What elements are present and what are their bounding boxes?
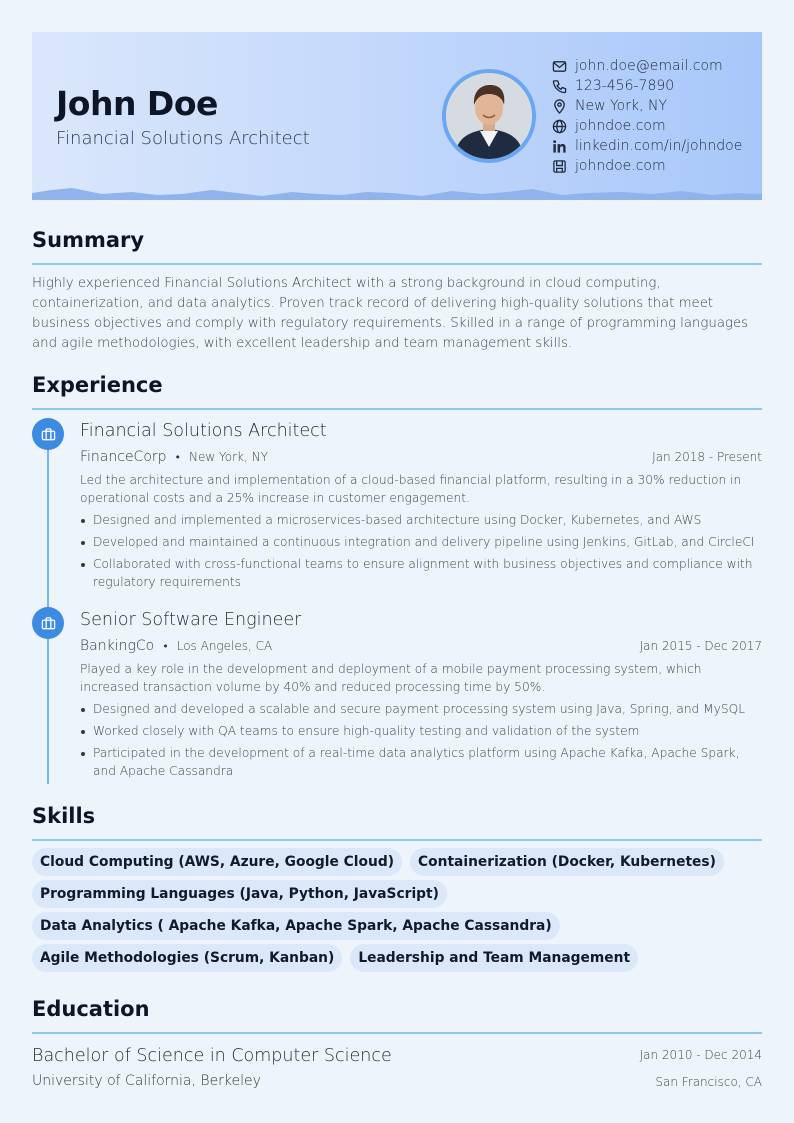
contact-email[interactable]: john.doe@email.com bbox=[552, 56, 762, 76]
education-divider bbox=[32, 1032, 762, 1034]
education-heading: Education bbox=[32, 997, 150, 1021]
experience-divider bbox=[32, 408, 762, 410]
job-title: Senior Software Engineer bbox=[80, 610, 302, 630]
job-dates: Jan 2015 - Dec 2017 bbox=[639, 639, 762, 653]
job-description: Led the architecture and implementation of a cloud-based financial platform, resulting in a 30% reduction in operational costs and a 25% increase in customer engagement. bbox=[80, 473, 742, 505]
skill-chip: Data Analytics ( Apache Kafka, Apache Spark, Apache Cassandra) bbox=[32, 912, 560, 940]
skill-chip: Leadership and Team Management bbox=[350, 944, 638, 972]
list-item: Designed and developed a scalable and secure payment processing system using Java, Spring, and MySQL bbox=[80, 700, 762, 718]
skills-divider bbox=[32, 839, 762, 841]
job-title: Financial Solutions Architect bbox=[80, 421, 327, 441]
contact-location: New York, NY bbox=[552, 96, 762, 116]
experience-heading: Experience bbox=[32, 373, 163, 397]
decorative-wave bbox=[32, 184, 762, 200]
skill-chip: Cloud Computing (AWS, Azure, Google Cloud) bbox=[32, 848, 402, 876]
contact-website[interactable]: johndoe.com bbox=[552, 116, 762, 136]
contact-phone[interactable]: 123-456-7890 bbox=[552, 76, 762, 96]
job-meta bbox=[80, 448, 762, 466]
summary-divider bbox=[32, 263, 762, 265]
skill-chip: Containerization (Docker, Kubernetes) bbox=[410, 848, 724, 876]
candidate-title: Financial Solutions Architect bbox=[56, 128, 310, 149]
contact-linkedin[interactable]: linkedin.com/in/johndoe bbox=[552, 136, 762, 156]
contact-list bbox=[552, 56, 762, 176]
summary-text: Highly experienced Financial Solutions Architect with a strong background in cloud computing, containerization, and data analytics. Proven track record of delivering high-quality solutions that meet business objectives and comply with regulatory requirements. Skilled in a range of programming languages and agile methodologies, with excellent leadership and team management skills. bbox=[32, 276, 749, 351]
profile-photo bbox=[442, 69, 536, 163]
list-item: Developed and maintained a continuous integration and delivery pipeline using Jenkins, GitLab, and CircleCI bbox=[80, 533, 762, 551]
skill-chip: Agile Methodologies (Scrum, Kanban) bbox=[32, 944, 342, 972]
globe-icon bbox=[552, 119, 567, 134]
education-degree: Bachelor of Science in Computer Science bbox=[32, 1046, 392, 1066]
briefcase-icon bbox=[32, 607, 64, 639]
contact-portfolio[interactable]: johndoe.com bbox=[552, 156, 762, 176]
header-banner bbox=[32, 32, 762, 200]
job-location: New York, NY bbox=[189, 450, 268, 464]
briefcase-icon bbox=[32, 418, 64, 450]
list-item: Collaborated with cross-functional teams to ensure alignment with business objectives and compliance with regulatory requirements bbox=[80, 555, 762, 591]
list-item: Participated in the development of a real-time data analytics platform using Apache Kafka, Apache Spark, and Apache Cassandra bbox=[80, 744, 762, 780]
list-item: Worked closely with QA teams to ensure high-quality testing and validation of the system bbox=[80, 722, 762, 740]
job-meta bbox=[80, 637, 762, 655]
job-bullets bbox=[80, 511, 762, 595]
list-item: Designed and implemented a microservices-based architecture using Docker, Kubernetes, and AWS bbox=[80, 511, 762, 529]
summary-heading: Summary bbox=[32, 228, 145, 252]
skills-list bbox=[32, 848, 762, 976]
linkedin-icon bbox=[552, 139, 567, 154]
separator-dot: • bbox=[162, 639, 169, 653]
job-dates: Jan 2018 - Present bbox=[652, 450, 762, 464]
location-pin-icon bbox=[552, 99, 567, 114]
education-dates: Jan 2010 - Dec 2014 bbox=[639, 1048, 762, 1062]
job-location: Los Angeles, CA bbox=[176, 639, 273, 653]
job-company: FinanceCorp bbox=[80, 449, 167, 465]
job-company: BankingCo bbox=[80, 638, 155, 654]
phone-icon bbox=[552, 79, 567, 94]
education-school: University of California, Berkeley bbox=[32, 1073, 261, 1089]
candidate-name: John Doe bbox=[56, 84, 218, 123]
job-description: Played a key role in the development and deployment of a mobile payment processing system, which increased transaction volume by 40% and reduced processing time by 50%. bbox=[80, 662, 702, 694]
mail-icon bbox=[552, 59, 567, 74]
separator-dot: • bbox=[174, 450, 182, 464]
education-location: San Francisco, CA bbox=[655, 1075, 762, 1089]
skills-heading: Skills bbox=[32, 804, 96, 828]
job-bullets bbox=[80, 700, 762, 784]
skill-chip: Programming Languages (Java, Python, JavaScript) bbox=[32, 880, 447, 908]
portfolio-icon bbox=[552, 159, 567, 174]
